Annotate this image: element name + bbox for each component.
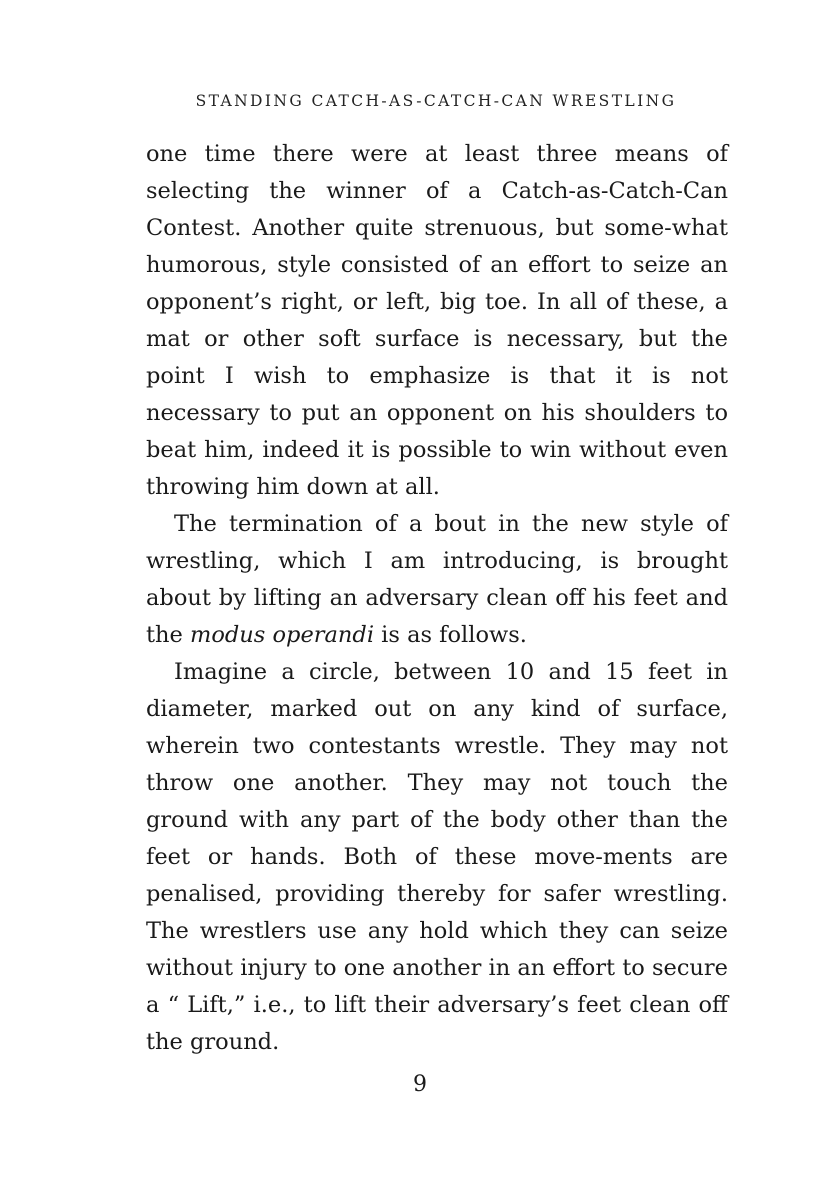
body-text bbox=[146, 136, 728, 1061]
running-head: STANDING CATCH-AS-CATCH-CAN WRESTLING bbox=[195, 92, 677, 110]
italic-phrase: modus operandi bbox=[190, 622, 375, 648]
page-number: 9 bbox=[413, 1072, 427, 1097]
paragraph-text: is as follows. bbox=[374, 622, 527, 648]
paragraph-circle: Imagine a circle, between 10 and 15 feet in diameter, marked out on any kind of surface, wherein two contestants wrestle. They may not throw one another. They may not touch the ground with any part of the body other than the feet or hands. Both of these move-ments are penalised, providing thereby for safer wrestling. The wrestlers use any hold which they can seize without injury to one another in an effort to secure a “ Lift,” i.e., to lift their adversary’s feet clean off the ground. bbox=[146, 659, 728, 1055]
paragraph-text: The termination of a bout in the new style of wrestling, which I am introducing, is brought about by lifting an adversary clean off his feet and the bbox=[146, 511, 728, 648]
paragraph-termination bbox=[146, 506, 728, 654]
paragraph-continued: one time there were at least three means of selecting the winner of a Catch-as-Catch-Can Contest. Another quite strenuous, but some-what humorous, style consisted of an effort to seize an opponent’s right, or left, big toe. In all of these, a mat or other soft surface is necessary, but the point I wish to emphasize is that it is not necessary to put an opponent on his shoulders to beat him, indeed it is possible to win without even throwing him down at all. bbox=[146, 141, 728, 500]
